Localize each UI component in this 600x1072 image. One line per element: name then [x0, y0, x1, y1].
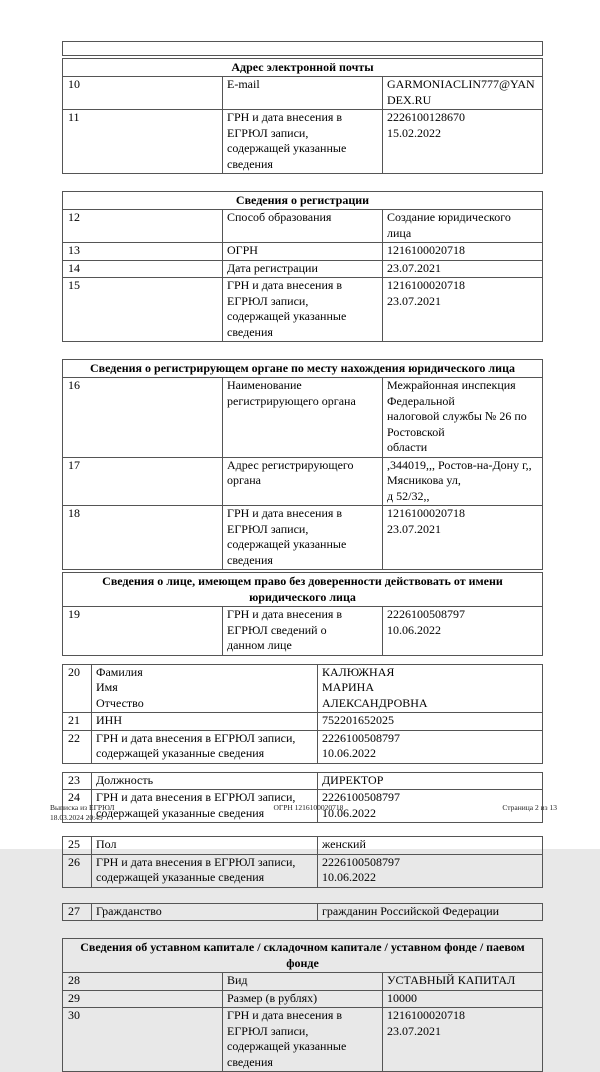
row-label: ГРН и дата внесения в ЕГРЮЛ записи, содержащей указанные сведения: [223, 506, 383, 570]
table-person-grn: [62, 572, 543, 656]
previous-table-fragment: [62, 41, 543, 56]
table-row: [63, 1008, 543, 1072]
row-value: 23.07.2021: [383, 260, 543, 278]
row-label: ГРН и дата внесения в ЕГРЮЛ сведений о данном лице: [223, 607, 383, 656]
row-value: 2226100508797 10.06.2022: [318, 790, 543, 823]
row-label: Пол: [92, 837, 318, 855]
row-value: 1216100020718 23.07.2021: [383, 506, 543, 570]
row-value: ,344019,,, Ростов-на-Дону г,, Мясникова ул, д 52/32,,: [383, 457, 543, 506]
row-number: 20: [63, 664, 92, 713]
table-row: [63, 278, 543, 342]
row-value: Межрайонная инспекция Федеральной налоговой службы № 26 по Ростовской области: [383, 378, 543, 458]
table-row: [63, 713, 543, 731]
row-value: Создание юридического лица: [383, 210, 543, 243]
row-value: 2226100508797 10.06.2022: [318, 730, 543, 763]
table-email-address: [62, 58, 543, 174]
row-label: ГРН и дата внесения в ЕГРЮЛ записи, содержащей указанные сведения: [92, 790, 318, 823]
row-value: GARMONIACLIN777@YANDEX.RU: [383, 77, 543, 110]
table-row: [63, 607, 543, 656]
table-row: [63, 210, 543, 243]
row-label: ИНН: [92, 713, 318, 731]
row-label: ОГРН: [223, 243, 383, 261]
table-row: [63, 854, 543, 887]
table-row: [63, 973, 543, 991]
row-label: Размер (в рублях): [223, 990, 383, 1008]
table-row: [63, 903, 543, 921]
row-value: 2226100128670 15.02.2022: [383, 110, 543, 174]
row-value: 1216100020718 23.07.2021: [383, 278, 543, 342]
table-row: [63, 837, 543, 855]
row-number: 21: [63, 713, 92, 731]
section-title-row: [63, 59, 543, 77]
table-row: [63, 664, 543, 713]
section-title: Сведения о регистрации: [63, 192, 543, 210]
section-title: Сведения об уставном капитале / складочном капитале / уставном фонде / паевом фонде: [63, 939, 543, 973]
section-title: Сведения о регистрирующем органе по месту нахождения юридического лица: [63, 360, 543, 378]
table-row: [63, 730, 543, 763]
row-value: ДИРЕКТОР: [318, 772, 543, 790]
table-person-name: [62, 664, 543, 764]
row-number: 30: [63, 1008, 223, 1072]
footer-extract-info: [50, 803, 115, 822]
table-registration: [62, 191, 543, 342]
table-row: [63, 772, 543, 790]
row-number: 22: [63, 730, 92, 763]
row-value: УСТАВНЫЙ КАПИТАЛ: [383, 973, 543, 991]
row-number: 16: [63, 378, 223, 458]
section-title-row: [63, 360, 543, 378]
row-number: 12: [63, 210, 223, 243]
row-value: 2226100508797 10.06.2022: [383, 607, 543, 656]
table-row: [63, 990, 543, 1008]
row-number: 25: [63, 837, 92, 855]
row-label: Гражданство: [92, 903, 318, 921]
footer-extract-label: Выписка из ЕГРЮЛ: [50, 803, 115, 812]
table-row: [63, 77, 543, 110]
row-number: 29: [63, 990, 223, 1008]
section-title-row: [63, 573, 543, 607]
row-value: гражданин Российской Федерации: [318, 903, 543, 921]
section-title: Сведения о лице, имеющем право без доверенности действовать от имени юридического лица: [63, 573, 543, 607]
row-label: ГРН и дата внесения в ЕГРЮЛ записи, содержащей указанные сведения: [223, 278, 383, 342]
row-number: 15: [63, 278, 223, 342]
row-number: 17: [63, 457, 223, 506]
table-row: [63, 378, 543, 458]
row-label: E-mail: [223, 77, 383, 110]
row-label: Должность: [92, 772, 318, 790]
row-label: Наименование регистрирующего органа: [223, 378, 383, 458]
footer-ogrn: ОГРН 1216100020718: [273, 803, 344, 812]
row-number: 28: [63, 973, 223, 991]
row-label: ГРН и дата внесения в ЕГРЮЛ записи, содержащей указанные сведения: [92, 730, 318, 763]
row-number: 19: [63, 607, 223, 656]
table-person-gender: [62, 836, 543, 888]
row-value: 10000: [383, 990, 543, 1008]
footer-page-number: Страница 2 из 13: [502, 803, 557, 812]
row-value: 1216100020718: [383, 243, 543, 261]
row-number: 11: [63, 110, 223, 174]
row-label: Фамилия Имя Отчество: [92, 664, 318, 713]
row-label: Адрес регистрирующего органа: [223, 457, 383, 506]
table-row: [63, 243, 543, 261]
row-number: 26: [63, 854, 92, 887]
section-title-row: [63, 192, 543, 210]
table-registering-authority: [62, 359, 543, 570]
table-row: [63, 457, 543, 506]
row-label: ГРН и дата внесения в ЕГРЮЛ записи, содержащей указанные сведения: [92, 854, 318, 887]
row-number: 23: [63, 772, 92, 790]
table-row: [63, 506, 543, 570]
row-value: КАЛЮЖНАЯ МАРИНА АЛЕКСАНДРОВНА: [318, 664, 543, 713]
footer-extract-datetime: 18.03.2024 20:49: [50, 812, 103, 822]
row-number: 24: [63, 790, 92, 823]
row-number: 10: [63, 77, 223, 110]
row-label: Дата регистрации: [223, 260, 383, 278]
table-row: [63, 260, 543, 278]
row-number: 27: [63, 903, 92, 921]
document-content: [62, 41, 543, 1072]
row-value: 1216100020718 23.07.2021: [383, 1008, 543, 1072]
section-title: Адрес электронной почты: [63, 59, 543, 77]
table-charter-capital: [62, 938, 543, 1072]
row-value: 2226100508797 10.06.2022: [318, 854, 543, 887]
row-label: Способ образования: [223, 210, 383, 243]
row-label: ГРН и дата внесения в ЕГРЮЛ записи, содержащей указанные сведения: [223, 1008, 383, 1072]
row-label: ГРН и дата внесения в ЕГРЮЛ записи, содержащей указанные сведения: [223, 110, 383, 174]
row-value: женский: [318, 837, 543, 855]
row-number: 13: [63, 243, 223, 261]
footer: [50, 803, 557, 822]
row-number: 18: [63, 506, 223, 570]
table-person-citizenship: [62, 903, 543, 922]
table-row: [63, 110, 543, 174]
row-number: 14: [63, 260, 223, 278]
row-value: 752201652025: [318, 713, 543, 731]
row-label: Вид: [223, 973, 383, 991]
section-title-row: [63, 939, 543, 973]
